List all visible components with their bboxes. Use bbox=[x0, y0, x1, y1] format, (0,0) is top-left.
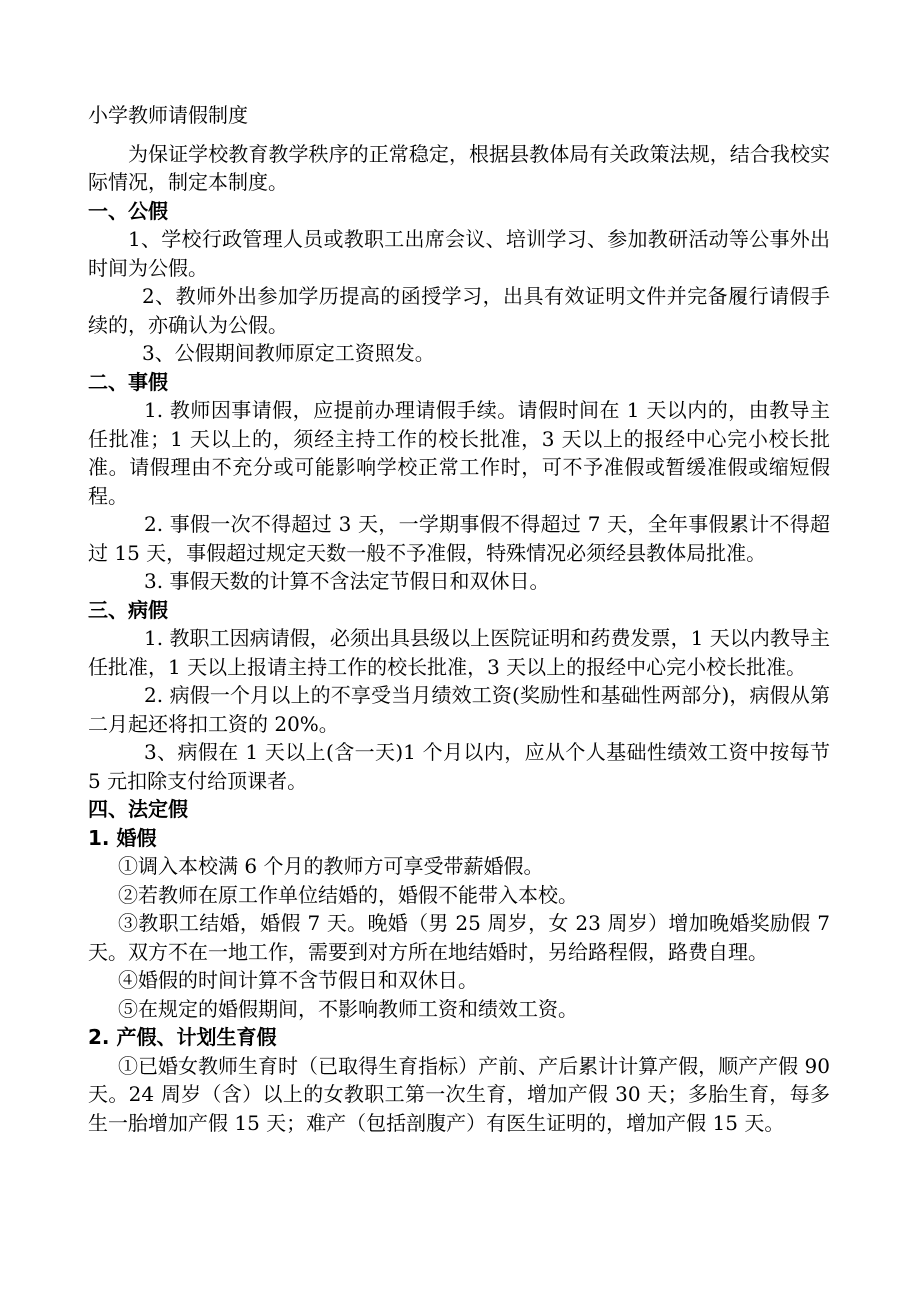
hunjia-item: ①调入本校满 6 个月的教师方可享受带薪婚假。 bbox=[118, 854, 544, 878]
hunjia-item: ③教职工结婚，婚假 7 天。晚婚（男 25 周岁，女 23 周岁）增加晚婚奖励假 7 天。双方不在一地工作，需要到对方所在地结婚时，另给路程假，路费自理。 bbox=[88, 911, 830, 964]
gongjia-item: 1、学校行政管理人员或教职工出席会议、培训学习、参加教研活动等公事外出时间为公假。 bbox=[88, 227, 830, 280]
shijia-item: 1. 教师因事请假，应提前办理请假手续。请假时间在 1 天以内的，由教导主任批准；1 天以上的，须经主持工作的校长批准，3 天以上的报经中心完小校长批准。请假理由不充分或可能影响学校正常工作时，可不予准假或暂缓准假或缩短假程。 bbox=[88, 398, 830, 508]
document-title: 小学教师请假制度 bbox=[88, 103, 248, 127]
subsection-heading-hunjia: 1. 婚假 bbox=[88, 825, 157, 850]
hunjia-item: ⑤在规定的婚假期间，不影响教师工资和绩效工资。 bbox=[118, 996, 578, 1021]
shijia-item: 2. 事假一次不得超过 3 天，一学期事假不得超过 7 天，全年事假累计不得超过 15 天，事假超过规定天数一般不予准假，特殊情况必须经县教体局批准。 bbox=[88, 512, 830, 565]
gongjia-item: 3、公假期间教师原定工资照发。 bbox=[142, 341, 435, 365]
hunjia-item: ②若教师在原工作单位结婚的，婚假不能带入本校。 bbox=[118, 882, 578, 907]
section-heading-shijia: 二、事假 bbox=[88, 369, 168, 394]
section-heading-bingjia: 三、病假 bbox=[88, 597, 168, 622]
section-heading-fadingjia: 四、法定假 bbox=[88, 797, 188, 821]
hunjia-item: ④婚假的时间计算不含节假日和双休日。 bbox=[118, 968, 478, 992]
gongjia-item: 2、教师外出参加学历提高的函授学习，出具有效证明文件并完备履行请假手续的，亦确认为公假。 bbox=[88, 284, 830, 337]
bingjia-item: 1. 教职工因病请假，必须出具县级以上医院证明和药费发票，1 天以内教导主任批准，1 天以上报请主持工作的校长批准，3 天以上的报经中心完小校长批准。 bbox=[88, 626, 830, 679]
subsection-heading-chanjia: 2. 产假、计划生育假 bbox=[88, 1025, 277, 1049]
bingjia-item: 2. 病假一个月以上的不享受当月绩效工资(奖励性和基础性两部分)，病假从第二月起还将扣工资的 20%。 bbox=[88, 683, 830, 736]
shijia-item: 3. 事假天数的计算不含法定节假日和双休日。 bbox=[144, 569, 550, 593]
chanjia-item: ①已婚女教师生育时（已取得生育指标）产前、产后累计计算产假，顺产产假 90 天。24 周岁（含）以上的女教职工第一次生育，增加产假 30 天；多胎生育，每多生一胎增加产假 15 天；难产（包括剖腹产）有医生证明的，增加产假 15 天。 bbox=[88, 1053, 830, 1135]
bingjia-item: 3、病假在 1 天以上(含一天)1 个月以内，应从个人基础性绩效工资中按每节 5 元扣除支付给顶课者。 bbox=[88, 740, 830, 793]
document-page bbox=[88, 101, 830, 1137]
intro-paragraph: 为保证学校教育教学秩序的正常稳定，根据县教体局有关政策法规，结合我校实际情况，制定本制度。 bbox=[88, 141, 830, 194]
section-heading-gongjia: 一、公假 bbox=[88, 198, 168, 223]
